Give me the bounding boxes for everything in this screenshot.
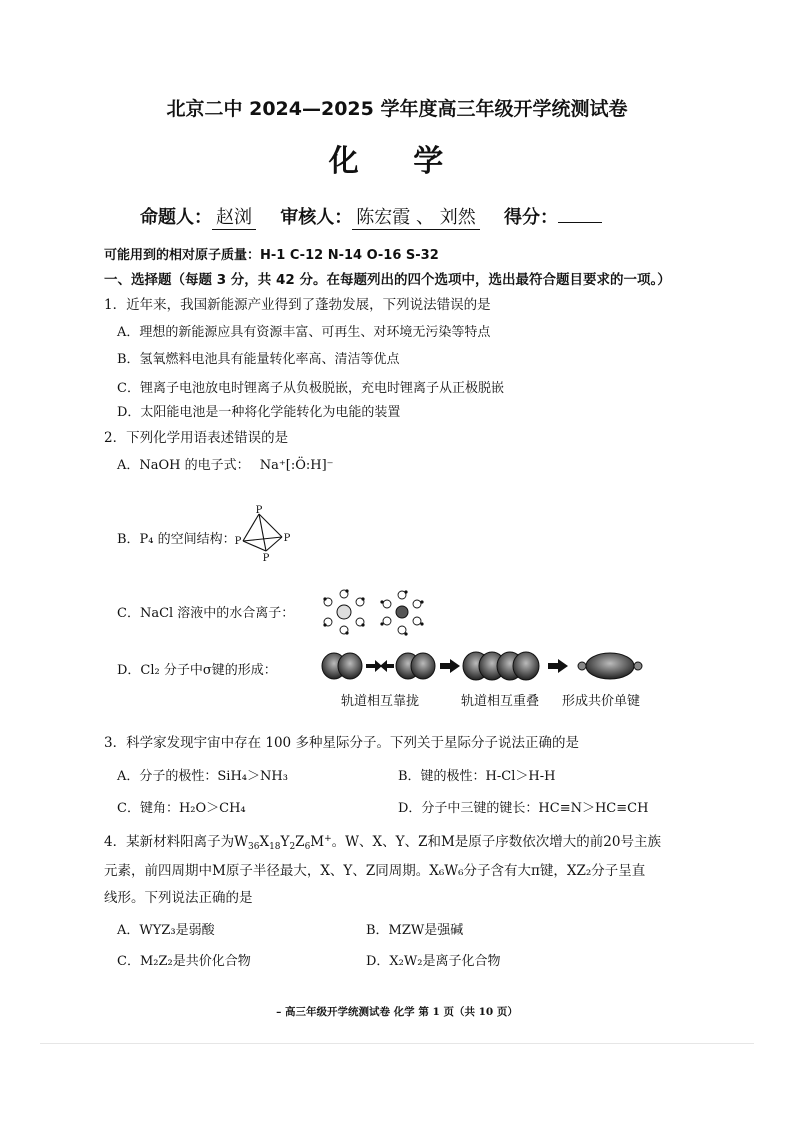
caption-single-bond: 形成共价单键 bbox=[562, 694, 641, 709]
p-atom-bottom: P bbox=[262, 553, 270, 564]
q2-stem: 2．下列化学用语表述错误的是 bbox=[104, 430, 289, 446]
q2-option-c-label: C．NaCl 溶液中的水合离子： bbox=[117, 606, 295, 621]
scan-divider bbox=[40, 1043, 754, 1044]
reviewer-label: 审核人： bbox=[280, 207, 353, 228]
author-label: 命题人： bbox=[140, 207, 212, 228]
arrow-icon bbox=[366, 660, 394, 672]
orbitals-approach bbox=[322, 653, 362, 679]
right-arrow-icon bbox=[548, 659, 568, 673]
orbitals-overlap bbox=[463, 652, 539, 680]
p-atom-left: P bbox=[234, 536, 242, 547]
q4-stem-post: 。W、X、Y、Z和M是原子序数依次增大的前20号主族 bbox=[331, 834, 661, 850]
p4-structure-diagram bbox=[232, 504, 292, 562]
q4-option-d: D．X₂W₂是离子化合物 bbox=[366, 954, 501, 969]
right-arrow-icon bbox=[440, 659, 460, 673]
reviewer-names: 陈宏霞 、 刘然 bbox=[352, 203, 479, 230]
author-name: 赵浏 bbox=[212, 203, 256, 230]
cation-formula: $W_{36}X_{18}Y_2Z_6M^+$ bbox=[234, 834, 332, 852]
q2-option-b-label: B．P₄ 的空间结构： bbox=[117, 532, 236, 547]
q4-option-c: C．M₂Z₂是共价化合物 bbox=[117, 954, 251, 969]
hydrated-cation bbox=[323, 589, 364, 634]
score-blank bbox=[558, 222, 602, 223]
q2-option-a-label: A．NaOH 的电子式： bbox=[117, 458, 250, 473]
caption-overlap: 轨道相互重叠 bbox=[461, 694, 540, 709]
q3-stem: 3．科学家发现宇宙中存在 100 多种星际分子。下列关于星际分子说法正确的是 bbox=[104, 735, 579, 751]
score-label: 得分： bbox=[504, 207, 559, 228]
q1-option-d: D．太阳能电池是一种将化学能转化为电能的装置 bbox=[117, 405, 401, 420]
page-footer: – 高三年级开学统测试卷 化学 第 1 页（共 10 页） bbox=[276, 1006, 518, 1018]
p-atom-right: P bbox=[283, 533, 291, 544]
q4-stem-pre: 4．某新材料阳离子为 bbox=[104, 834, 235, 850]
q4-stem-line1 bbox=[104, 830, 661, 850]
p-atom-top: P bbox=[255, 505, 263, 516]
atomic-masses: 可能用到的相对原子质量：H-1 C-12 N-14 O-16 S-32 bbox=[104, 248, 439, 263]
q3-option-c: C．键角：H₂O＞CH₄ bbox=[117, 801, 246, 816]
q1-stem: 1．近年来，我国新能源产业得到了蓬勃发展，下列说法错误的是 bbox=[104, 297, 491, 313]
section-heading: 一、选择题（每题 3 分，共 42 分。在每题列出的四个选项中，选出最符合题目要求的一项。） bbox=[104, 272, 671, 288]
q2-option-a bbox=[117, 454, 334, 473]
q3-option-a: A．分子的极性：SiH₄＞NH₃ bbox=[117, 769, 288, 784]
q3-option-d: D．分子中三键的键长：HC≡N＞HC≡CH bbox=[398, 801, 649, 816]
q4-option-b: B．MZW是强碱 bbox=[366, 923, 464, 938]
q1-option-a: A．理想的新能源应具有资源丰富、可再生、对环境无污染等特点 bbox=[117, 325, 491, 340]
single-bond-orbital bbox=[578, 653, 642, 679]
staff-line bbox=[140, 203, 602, 230]
caption-approach: 轨道相互靠拢 bbox=[341, 694, 420, 709]
hydrated-ions-diagram bbox=[318, 586, 430, 642]
q4-stem-line2: 元素，前四周期中M原子半径最大，X、Y、Z同周期。X₆W₆分子含有大π键，XZ₂分子呈直 bbox=[104, 863, 646, 879]
q1-option-c: C．锂离子电池放电时锂离子从负极脱嵌，充电时锂离子从正极脱嵌 bbox=[117, 381, 504, 396]
q2-option-d-label: D．Cl₂ 分子中σ键的形成： bbox=[117, 663, 277, 678]
q3-option-b: B．键的极性：H-Cl＞H-H bbox=[398, 769, 556, 784]
exam-title: 北京二中 2024—2025 学年度高三年级开学统测试卷 bbox=[166, 98, 628, 120]
naoh-electron-formula: Na⁺[:Ö:H]⁻ bbox=[259, 458, 334, 473]
sigma-bond-formation-diagram bbox=[320, 650, 646, 684]
subject-title: 化 学 bbox=[328, 144, 466, 179]
q4-option-a: A．WYZ₃是弱酸 bbox=[117, 923, 215, 938]
hydrated-anion bbox=[380, 590, 423, 635]
q4-stem-line3: 线形。下列说法正确的是 bbox=[104, 890, 253, 906]
q1-option-b: B．氢氧燃料电池具有能量转化率高、清洁等优点 bbox=[117, 352, 400, 367]
